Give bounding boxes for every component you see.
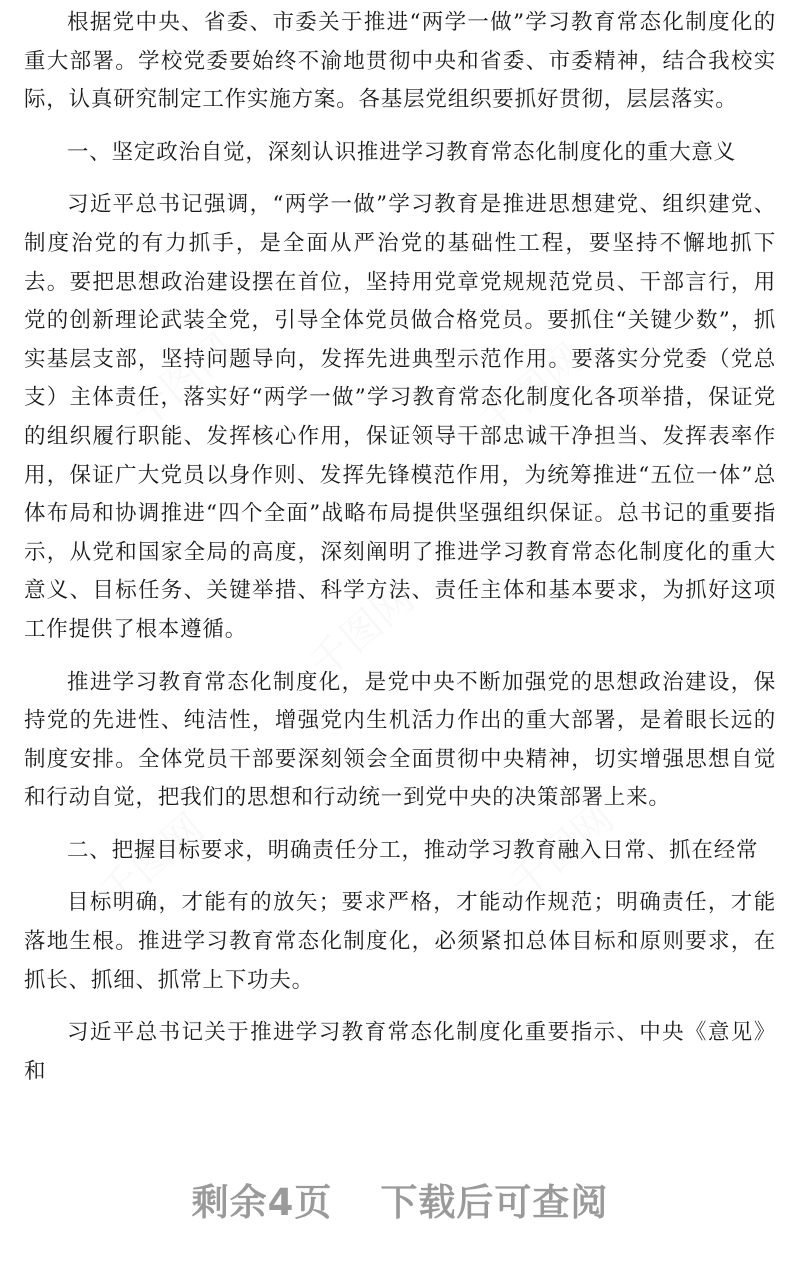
watermark-text: 千图网 — [301, 574, 423, 688]
document-body — [24, 4, 776, 1091]
watermark-text: 千图网 — [471, 334, 593, 448]
section-heading-2: 二、把握目标要求，明确责任分工，推动学习教育融入日常、抓在经常 — [67, 837, 759, 863]
watermark-text: 千图网 — [501, 794, 623, 908]
paragraph-3: 目标明确，才能有的放矢；要求严格，才能动作规范；明确责任，才能落地生根。推进学习教育常态化制度化，必须紧扣总体目标和原则要求，在抓长、抓细、抓常上下功夫。 — [24, 890, 776, 993]
paragraph-intro: 根据党中央、省委、市委关于推进“两学一做”学习教育常态化制度化的重大部署。学校党委要始终不渝地贯彻中央和省委、市委精神，结合我校实际，认真研究制定工作实施方案。各基层党组织要抓好贯彻，层层落实。 — [24, 10, 776, 113]
watermark-text: 千图网 — [121, 324, 243, 438]
section-heading-1: 一、坚定政治自觉，深刻认识推进学习教育常态化制度化的重大意义 — [67, 139, 737, 165]
watermark-text: 千图网 — [91, 804, 213, 918]
paragraph-4: 习近平总书记关于推进学习教育常态化制度化重要指示、中央《意见》和 — [24, 1020, 776, 1084]
paragraph-1: 习近平总书记强调，“两学一做”学习教育是推进思想建党、组织建党、制度治党的有力抓手，是全面从严治党的基础性工程，要坚持不懈地抓下去。要把思想政治建设摆在首位，坚持用党章党规规范党员、干部言行，用党的创新理论武装全党，引导全体党员做合格党员。要抓住“关键少数”，抓实基层支部，坚持问题导向，发挥先进典型示范作用。要落实分党委（党总支）主体责任，落实好“两学一做”学习教育常态化制度化各项举措，保证党的组织履行职能、发挥核心作用，保证领导干部忠诚干净担当、发挥表率作用，保证广大党员以身作则、发挥先锋模范作用，为统筹推进“五位一体”总体布局和协调推进“四个全面”战略布局提供坚强组织保证。总书记的重要指示，从党和国家全局的高度，深刻阐明了推进学习教育常态化制度化的重大意义、目标任务、关键举措、科学方法、责任主体和基本要求，为抓好这项工作提供了根本遵循。 — [24, 192, 776, 642]
remaining-pages-label: 剩余4页 — [191, 1181, 333, 1224]
download-hint-label: 下载后可查阅 — [380, 1181, 609, 1224]
paragraph-2: 推进学习教育常态化制度化，是党中央不断加强党的思想政治建设，保持党的先进性、纯洁性，增强党内生机活力作出的重大部署，是着眼长远的制度安排。全体党员干部要深刻领会全面贯彻中央精神，切实增强思想自觉和行动自觉，把我们的思想和行动统一到党中央的决策部署上来。 — [24, 669, 776, 811]
download-prompt-banner[interactable] — [0, 1172, 800, 1226]
